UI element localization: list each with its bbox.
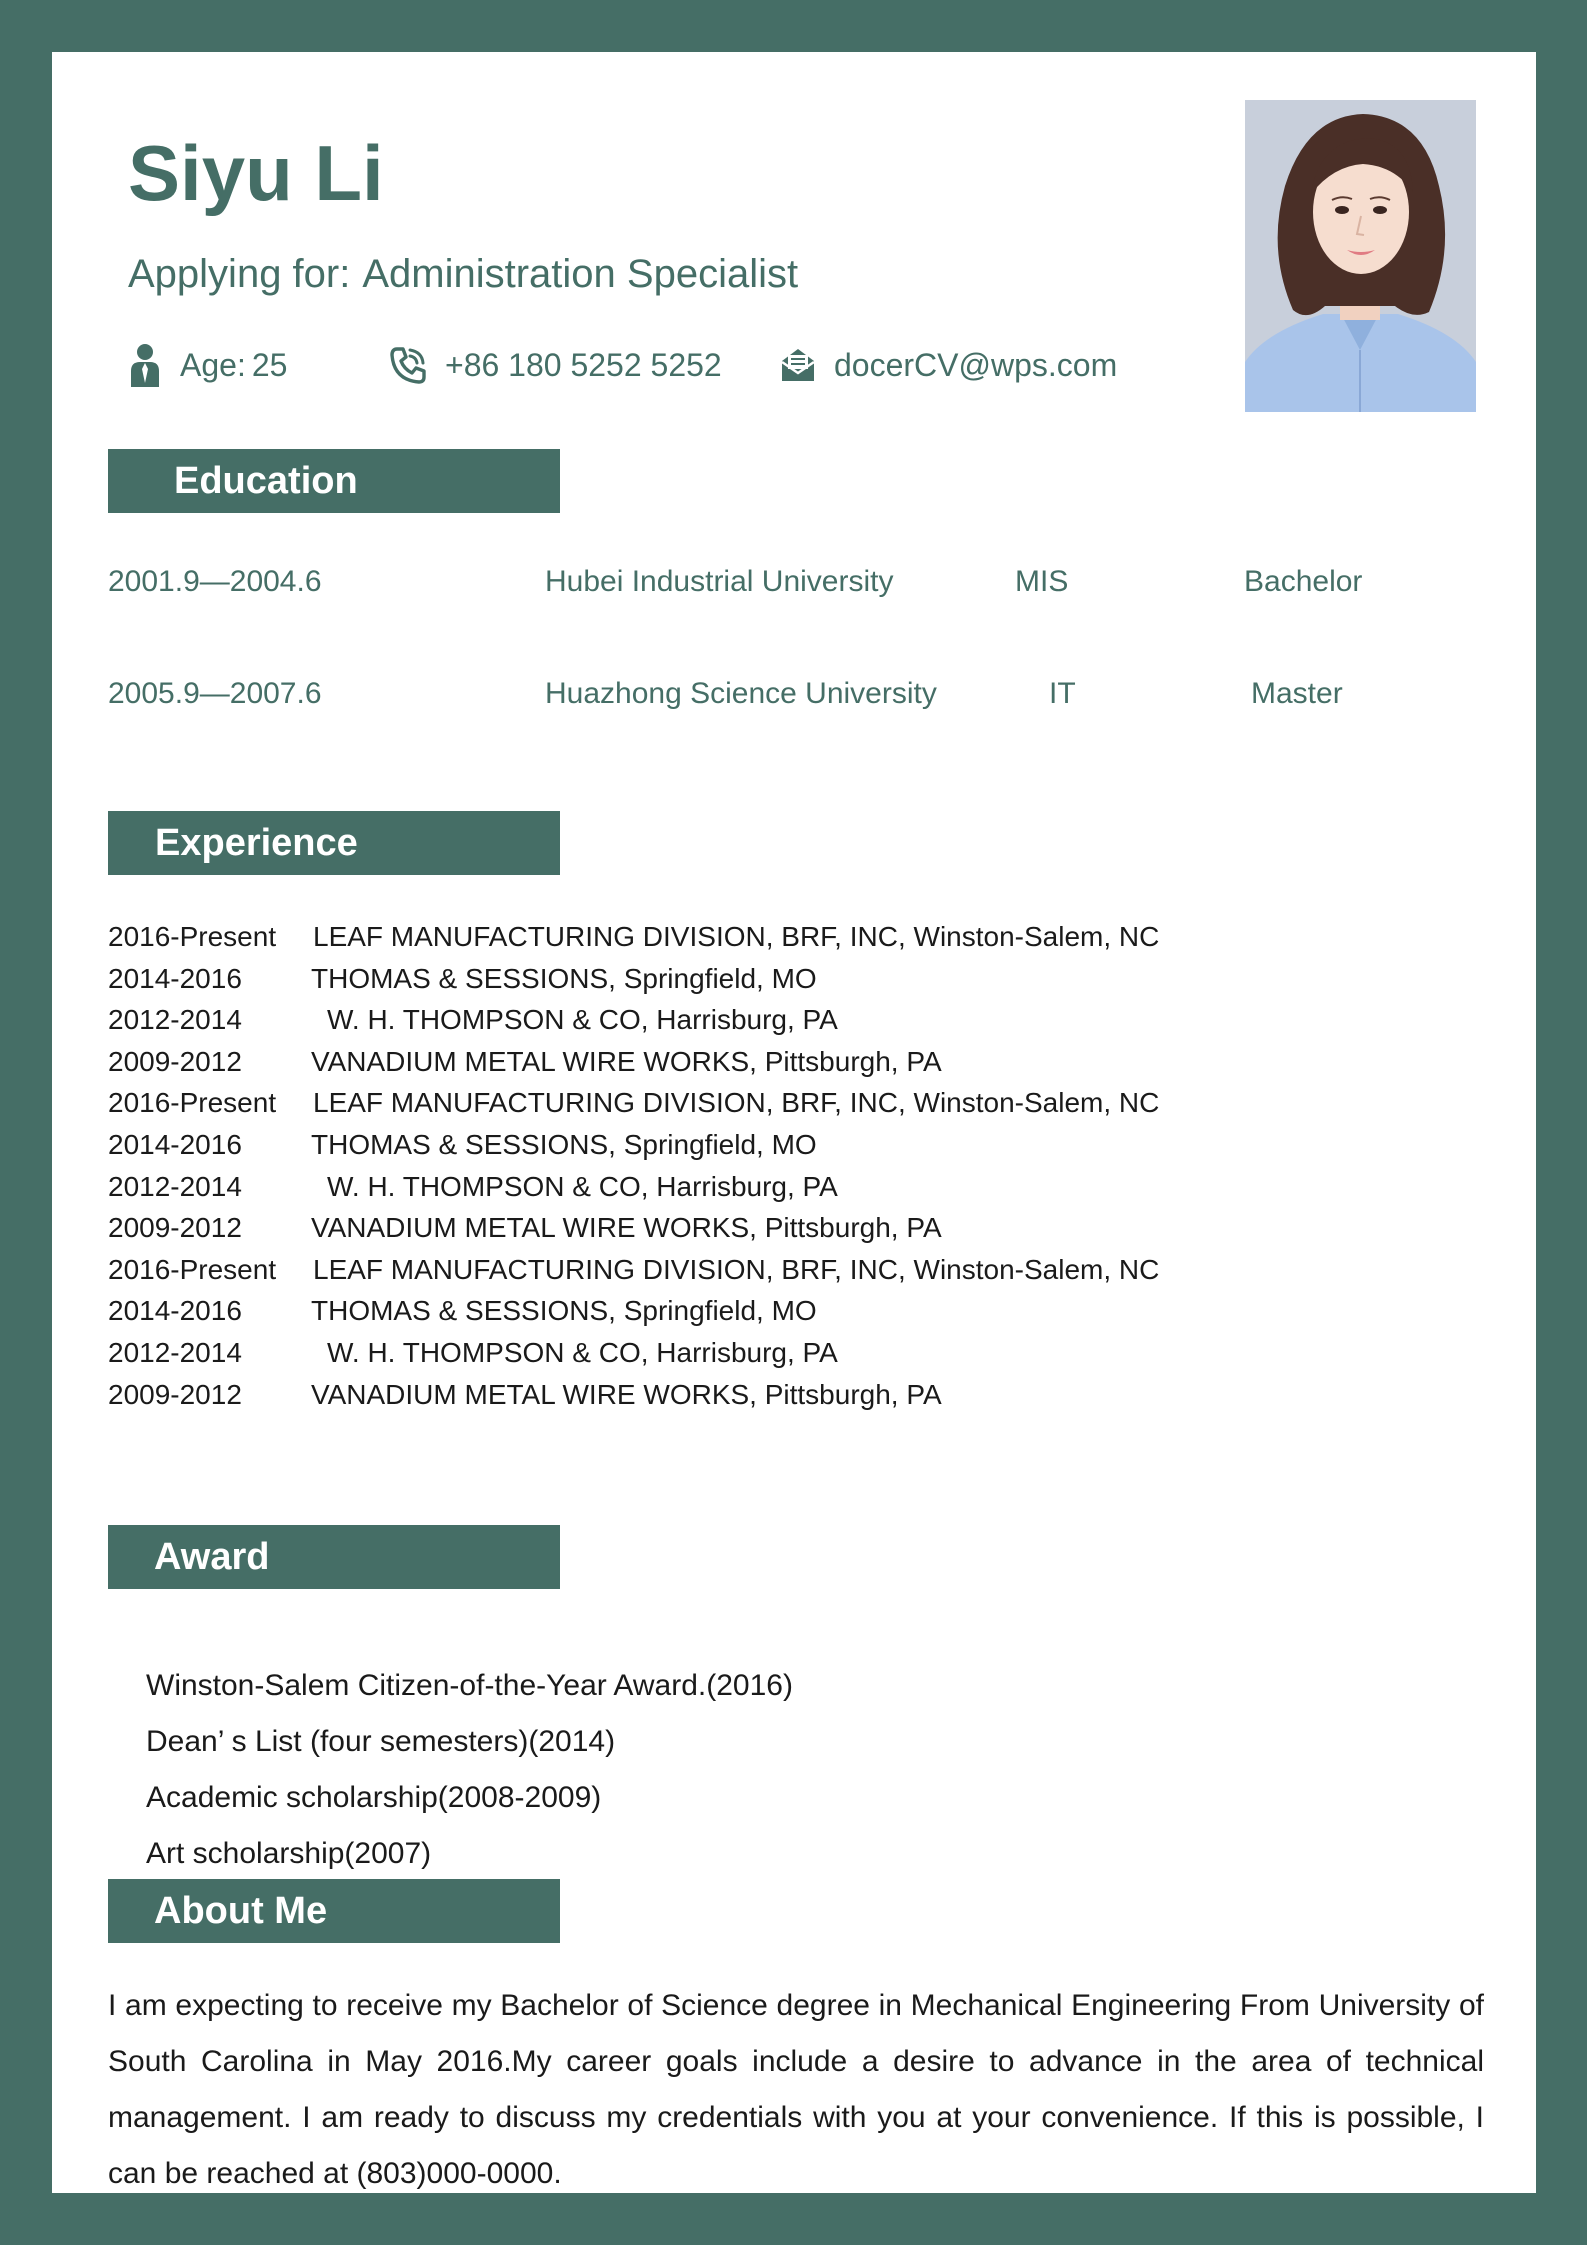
education-major: IT: [1049, 677, 1076, 710]
education-degree: Master: [1251, 677, 1343, 710]
experience-years: 2016-Present: [108, 1253, 277, 1285]
experience-org: THOMAS & SESSIONS, Springfield, MO: [311, 1295, 817, 1327]
award-header: Award: [108, 1525, 560, 1589]
applying-for-line: [128, 252, 798, 296]
award-item: Academic scholarship(2008-2009): [146, 1781, 602, 1814]
experience-years: 2012-2014: [108, 1336, 242, 1368]
experience-years: 2014-2016: [108, 1295, 242, 1327]
contact-email: [780, 340, 1117, 390]
age-value: 25: [251, 346, 288, 383]
experience-org: LEAF MANUFACTURING DIVISION, BRF, INC, Winston-Salem, NC: [313, 1253, 1160, 1285]
education-dates: 2001.9—2004.6: [108, 565, 322, 598]
contact-age: [128, 340, 287, 390]
applying-for-label: Applying for:: [128, 252, 351, 296]
experience-org: W. H. THOMPSON & CO, Harrisburg, PA: [327, 1170, 838, 1202]
experience-org: W. H. THOMPSON & CO, Harrisburg, PA: [327, 1004, 838, 1036]
experience-years: 2009-2012: [108, 1045, 242, 1077]
experience-years: 2014-2016: [108, 1128, 242, 1160]
applying-position: Administration Specialist: [362, 252, 799, 296]
experience-years: 2014-2016: [108, 962, 242, 994]
experience-org: VANADIUM METAL WIRE WORKS, Pittsburgh, PA: [311, 1212, 942, 1244]
award-item: Dean’ s List (four semesters)(2014): [146, 1725, 616, 1758]
education-header: Education: [108, 449, 560, 513]
education-dates: 2005.9—2007.6: [108, 677, 322, 710]
education-school: Hubei Industrial University: [545, 565, 894, 598]
person-icon: [128, 343, 162, 387]
award-item: Winston-Salem Citizen-of-the-Year Award.(2016): [146, 1669, 793, 1702]
experience-years: 2009-2012: [108, 1378, 242, 1410]
education-major: MIS: [1015, 565, 1069, 598]
experience-org: THOMAS & SESSIONS, Springfield, MO: [311, 962, 817, 994]
candidate-name: Siyu Li: [128, 129, 384, 217]
award-item: Art scholarship(2007): [146, 1837, 432, 1870]
about-text: I am expecting to receive my Bachelor of Science degree in Mechanical Engineering From University of South Carolina in May 2016.My career goals include a desire to advance in the area of technical management. I am ready to discuss my credentials with you at your convenience. If this is possible, I can be reached at (803)000-0000.: [108, 1989, 1484, 2190]
email-address: docerCV@wps.com: [834, 346, 1118, 383]
experience-org: VANADIUM METAL WIRE WORKS, Pittsburgh, PA: [311, 1378, 942, 1410]
phone-icon: [389, 346, 427, 384]
experience-org: W. H. THOMPSON & CO, Harrisburg, PA: [327, 1336, 838, 1368]
portrait-illustration: [1245, 100, 1476, 412]
profile-photo: [1245, 100, 1476, 412]
experience-header: Experience: [108, 811, 560, 875]
experience-org: LEAF MANUFACTURING DIVISION, BRF, INC, Winston-Salem, NC: [313, 921, 1160, 952]
mail-icon: [780, 347, 816, 383]
resume-page: [52, 52, 1536, 2193]
experience-years: 2012-2014: [108, 1170, 242, 1202]
age-label: Age:: [180, 346, 246, 383]
experience-years: 2012-2014: [108, 1004, 242, 1036]
phone-number: +86 180 5252 5252: [445, 346, 722, 383]
experience-years: 2016-Present: [108, 1087, 277, 1119]
education-school: Huazhong Science University: [545, 677, 937, 710]
experience-org: THOMAS & SESSIONS, Springfield, MO: [311, 1128, 817, 1160]
education-degree: Bachelor: [1244, 565, 1363, 598]
contact-phone: [389, 340, 722, 390]
experience-org: VANADIUM METAL WIRE WORKS, Pittsburgh, PA: [311, 1045, 942, 1077]
experience-years: 2016-Present: [108, 921, 277, 952]
experience-years: 2009-2012: [108, 1212, 242, 1244]
about-header: About Me: [108, 1879, 560, 1943]
experience-org: LEAF MANUFACTURING DIVISION, BRF, INC, Winston-Salem, NC: [313, 1087, 1160, 1119]
award-list: [146, 1658, 793, 1882]
